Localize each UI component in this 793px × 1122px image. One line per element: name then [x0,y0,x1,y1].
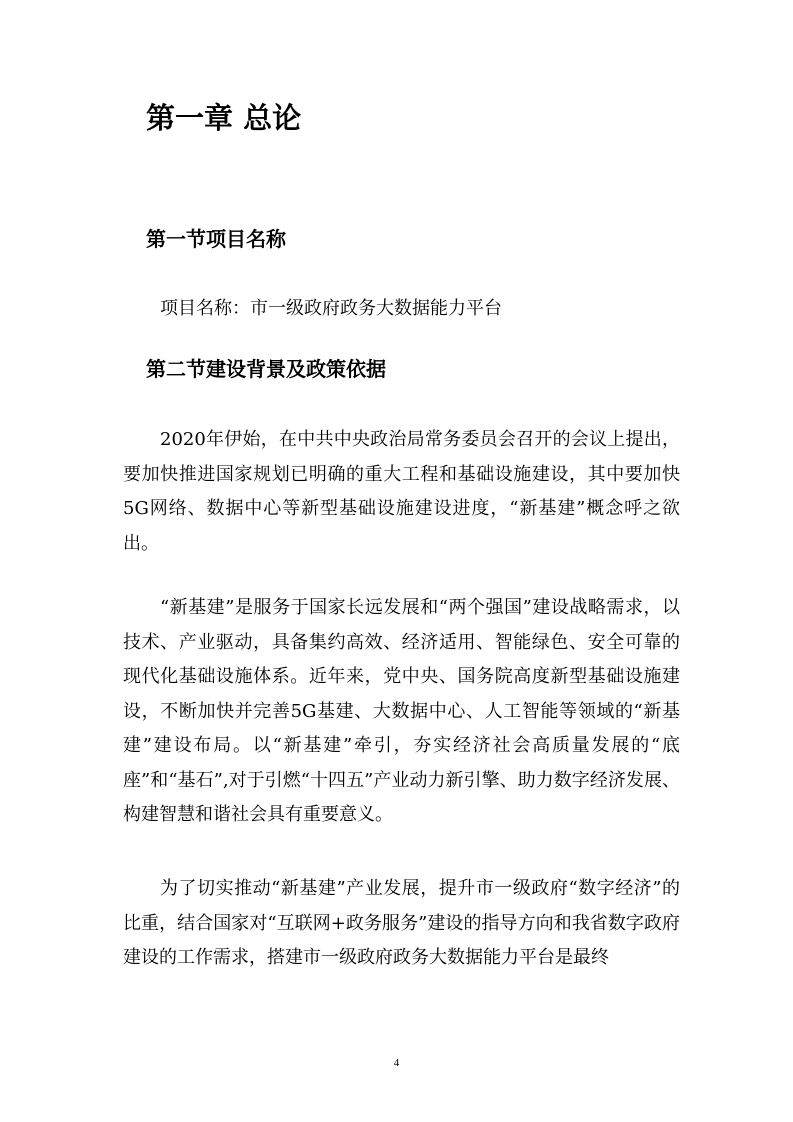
page-number: 4 [393,1057,400,1069]
body-paragraph: “新基建”是服务于国家长远发展和“两个强国”建设战略需求，以技术、产业驱动，具备集约高效、经济适用、智能绿色、安全可靠的现代化基础设施体系。近年来，党中央、国务院高度新型基础设施建设，不断加快并完善5G基建、大数据中心、人工智能等领域的“新基建”建设布局。以“新基建”牵引，夯实经济社会高质量发展的“底座”和“基石”,对于引燃“十四五”产业动力新引擎、助力数字经济发展、构建智慧和谐社会具有重要意义。 [123,597,680,825]
project-name-line: 项目名称：市一级政府政务大数据能力平台 [160,298,502,319]
body-paragraph: 2020年伊始，在中共中央政治局常务委员会召开的会议上提出，要加快推进国家规划已明确的重大工程和基础设施建设，其中要加快5G网络、数据中心等新型基础设施建设进度，“新基建”概念呼之欲出。 [123,429,680,554]
chapter-title: 第一章 总论 [146,101,302,135]
body-paragraph: 为了切实推动“新基建”产业发展，提升市一级政府“数字经济”的比重，结合国家对“互联网+政务服务”建设的指导方向和我省数字政府建设的工作需求，搭建市一级政府政务大数据能力平台是最终 [123,878,680,968]
section-title-project-name: 第一节项目名称 [146,227,286,251]
section-title-background: 第二节建设背景及政策依据 [146,357,386,381]
